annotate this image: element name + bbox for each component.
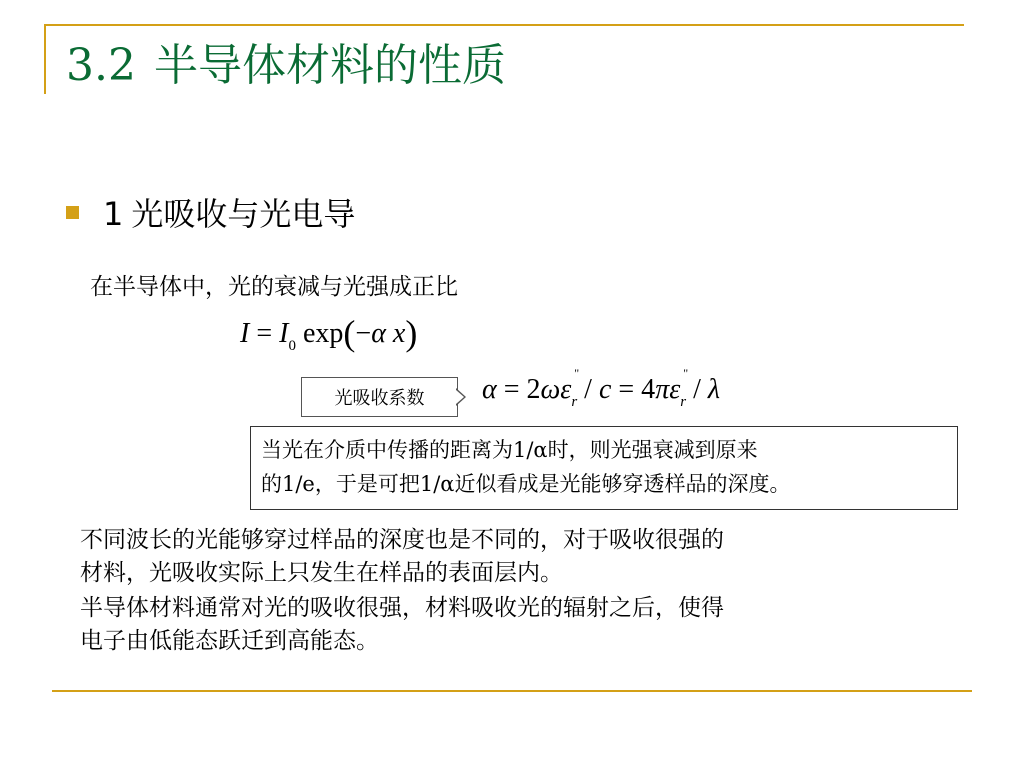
absorption-coefficient-callout: 光吸收系数 bbox=[301, 377, 458, 417]
formula1-x: x bbox=[392, 318, 406, 349]
paragraph-2-line-2: 电子由低能态跃迁到高能态。 bbox=[80, 628, 379, 654]
formula2-eq1: = 2 bbox=[503, 374, 541, 405]
note-line-2: 的1/e，于是可把1/α近似看成是光能够穿透样品的深度。 bbox=[261, 472, 791, 496]
penetration-depth-note bbox=[250, 426, 958, 510]
formula1-minus: − bbox=[355, 318, 372, 349]
formula2-double-prime: " bbox=[574, 366, 580, 380]
absorption-coefficient-formula bbox=[482, 366, 721, 411]
intensity-formula bbox=[240, 312, 417, 355]
bullet-number: 1 bbox=[103, 195, 124, 233]
formula2-epsilon: ε bbox=[560, 374, 572, 405]
formula1-lhs: I bbox=[240, 318, 250, 349]
formula2-slash1: / bbox=[577, 374, 599, 405]
top-frame-line bbox=[44, 24, 964, 26]
formula2-epsilon2: ε bbox=[669, 374, 681, 405]
formula1-i0: I bbox=[279, 318, 289, 349]
formula2-r-sub: r bbox=[571, 394, 578, 410]
title-text: 半导体材料的性质 bbox=[153, 40, 506, 91]
note-line-1: 当光在介质中传播的距离为1/α时，则光强衰减到原来 bbox=[261, 438, 758, 462]
paragraph-wavelength bbox=[80, 524, 970, 590]
formula2-slash2: / bbox=[686, 374, 708, 405]
paragraph-absorption bbox=[80, 592, 970, 658]
formula2-alpha: α bbox=[482, 374, 497, 405]
left-frame-line bbox=[44, 24, 46, 94]
callout-pointer-fill bbox=[456, 390, 464, 404]
paragraph-2-line-1: 半导体材料通常对光的吸收很强，材料吸收光的辐射之后，使得 bbox=[80, 595, 724, 621]
formula1-eq: = bbox=[256, 318, 273, 349]
bullet-label: 光吸收与光电导 bbox=[131, 195, 356, 233]
slide-title bbox=[66, 40, 506, 91]
bottom-frame-line bbox=[52, 690, 972, 692]
formula1-close-paren: ) bbox=[405, 313, 418, 353]
paragraph-1-line-1: 不同波长的光能够穿过样品的深度也是不同的，对于吸收很强的 bbox=[80, 527, 724, 553]
statement-text: 在半导体中，光的衰减与光强成正比 bbox=[90, 274, 458, 300]
formula2-double-prime2: " bbox=[683, 366, 689, 380]
formula1-alpha: α bbox=[371, 318, 386, 349]
formula2-pi: π bbox=[655, 374, 670, 405]
formula2-eq2: = 4 bbox=[611, 374, 656, 405]
formula1-open-paren: ( bbox=[343, 313, 356, 353]
bullet-text bbox=[103, 189, 355, 235]
bullet-item bbox=[66, 192, 355, 232]
formula1-i0-sub: 0 bbox=[288, 338, 296, 354]
formula2-c: c bbox=[598, 374, 612, 405]
formula1-func: exp bbox=[302, 318, 344, 349]
formula2-omega: ω bbox=[540, 374, 561, 405]
formula2-lambda: λ bbox=[707, 374, 721, 405]
formula2-r-sub2: r bbox=[680, 394, 687, 410]
bullet-square-icon bbox=[66, 206, 79, 219]
title-number: 3.2 bbox=[66, 40, 136, 91]
paragraph-1-line-2: 材料，光吸收实际上只发生在样品的表面层内。 bbox=[80, 560, 563, 586]
